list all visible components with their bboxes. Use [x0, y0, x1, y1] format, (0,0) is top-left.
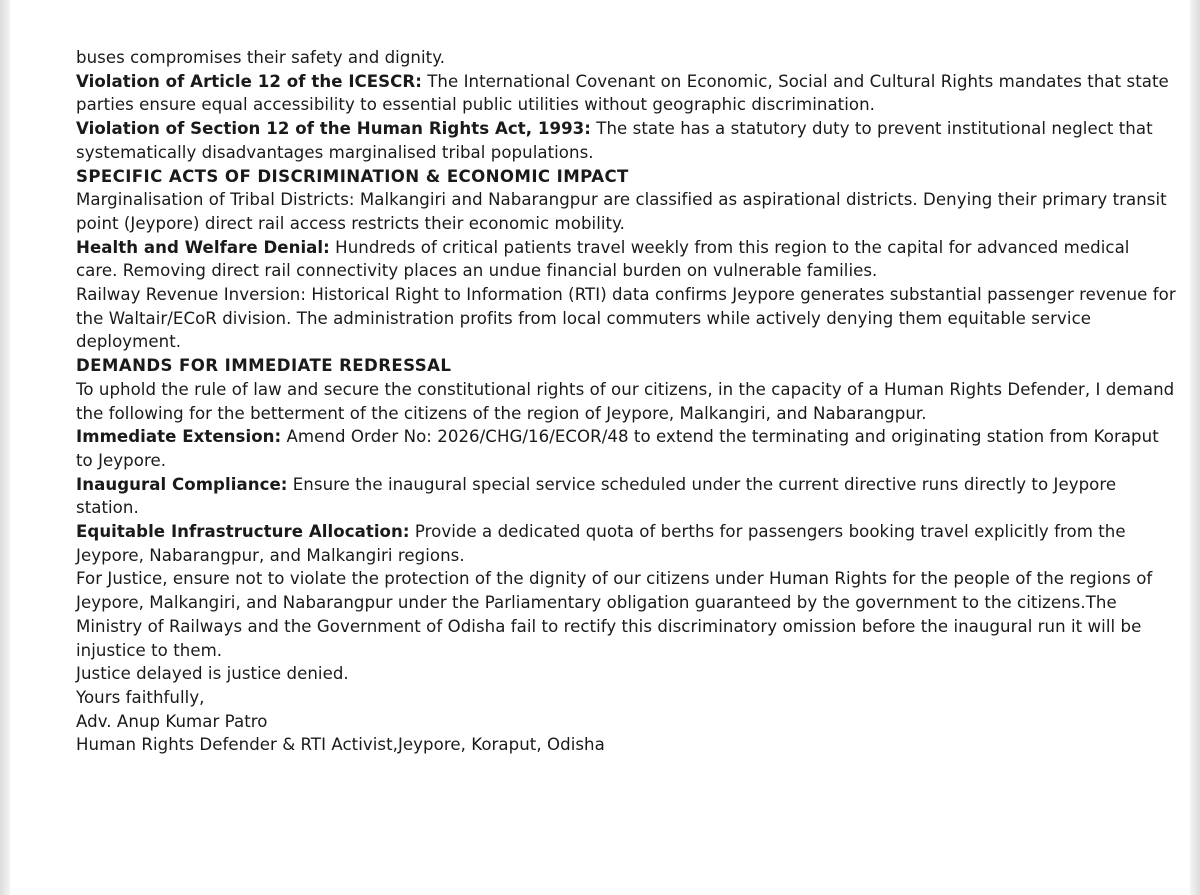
paragraph-lead: Inaugural Compliance:	[76, 474, 288, 494]
paragraph-revenue-inversion: Railway Revenue Inversion: Historical Right to Information (RTI) data confirms Jeypore generates substantial passenger revenue for the Waltair/ECoR division. The administration profits from local commuters while actively denying them equitable service deployment.	[76, 285, 1176, 352]
paragraph-infrastructure-allocation: Equitable Infrastructure Allocation: Provide a dedicated quota of berths for passengers booking travel explicitly from the Jeypore, Nabarangpur, and Malkangiri regions.	[76, 522, 1126, 565]
section-heading-discrimination: SPECIFIC ACTS OF DISCRIMINATION & ECONOMIC IMPACT	[76, 166, 629, 186]
paragraph-justice-delayed: Justice delayed is justice denied.	[76, 664, 349, 684]
paragraph-lead: Violation of Section 12 of the Human Rights Act, 1993:	[76, 119, 591, 139]
paragraph-lead: Violation of Article 12 of the ICESCR:	[76, 71, 422, 91]
paragraph-inaugural-compliance: Inaugural Compliance: Ensure the inaugural special service scheduled under the current directive runs directly to Jeypore station.	[76, 474, 1117, 518]
signoff-title: Human Rights Defender & RTI Activist,Jeypore, Koraput, Odisha	[76, 735, 605, 755]
paragraph-closing-line: buses compromises their safety and dignity.	[76, 48, 446, 67]
paragraph-health-welfare: Health and Welfare Denial: Hundreds of critical patients travel weekly from this region to the capital for advanced medical care. Removing direct rail connectivity places an undue financial burden on vulnerable families.	[76, 237, 1130, 281]
paragraph-lead: Equitable Infrastructure Allocation:	[76, 522, 410, 542]
page-edge-left	[0, 0, 10, 895]
paragraph-icescr-violation: Violation of Article 12 of the ICESCR: The International Covenant on Economic, Social and Cultural Rights mandates that state parties ensure equal accessibility to essential public utilities without geographic discrimination.	[76, 71, 1169, 115]
signoff-salutation: Yours faithfully,	[76, 687, 205, 707]
section-heading-demands: DEMANDS FOR IMMEDIATE REDRESSAL	[76, 356, 452, 376]
paragraph-rule-of-law: To uphold the rule of law and secure the constitutional rights of our citizens, in the capacity of a Human Rights Defender, I demand the following for the betterment of the citizens of the region of Jeypore, Malkangiri, and Nabarangpur.	[76, 379, 1175, 423]
paragraph-immediate-extension: Immediate Extension: Amend Order No: 2026/CHG/16/ECOR/48 to extend the terminating and originating station from Koraput to Jeypore.	[76, 427, 1159, 470]
signoff-name: Adv. Anup Kumar Patro	[76, 711, 268, 731]
paragraph-for-justice: For Justice, ensure not to violate the protection of the dignity of our citizens under Human Rights for the people of the regions of Jeypore, Malkangiri, and Nabarangpur under the Parliamentary obligation guaranteed by the government to the citizens.The Ministry of Railways and the Government of Odisha fail to rectify this discriminatory omission before the inaugural run it will be injustice to them.	[76, 569, 1153, 660]
paragraph-tribal-districts: Marginalisation of Tribal Districts: Malkangiri and Nabarangpur are classified as aspirational districts. Denying their primary transit point (Jeypore) direct rail access restricts their economic mobility.	[76, 190, 1167, 233]
paragraph-lead: Health and Welfare Denial:	[76, 237, 330, 257]
paragraph-lead: Immediate Extension:	[76, 427, 282, 447]
page-edge-right	[1190, 0, 1200, 895]
paragraph-hra-violation: Violation of Section 12 of the Human Rights Act, 1993: The state has a statutory duty to prevent institutional neglect that systematically disadvantages marginalised tribal populations.	[76, 119, 1153, 162]
letter-body	[76, 46, 1176, 757]
